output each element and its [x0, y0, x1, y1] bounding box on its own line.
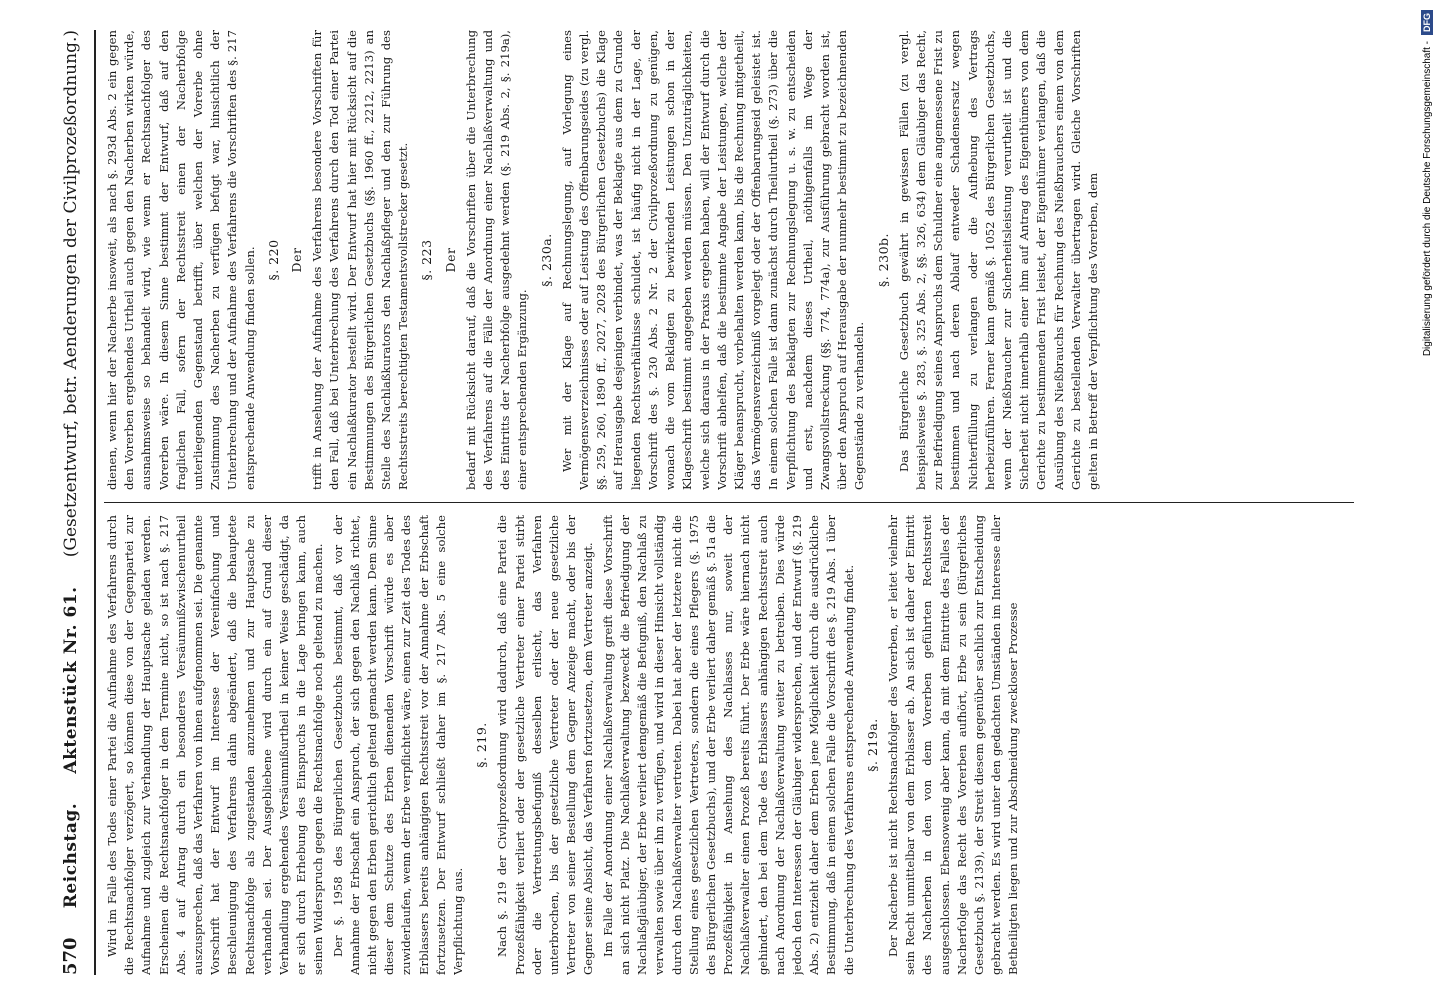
paragraph: Das Bürgerliche Gesetzbuch gewährt in gewissen Fällen (zu vergl. beispielsweise §. 283, §. 325 Abs. 2, §§. 326, 634) dem Gläubiger das Recht, zur Befriedigung seines Anspruchs dem Schuldner eine angemessene Frist zu bestimmen und nach deren Ablauf entweder Schadensersatz wegen Nichterfüllung zu verlangen oder die Aufhebung des Vertrags herbeizuführen. Ferner kann gemäß §. 1052 des Bürgerlichen Gesetzbuchs, wenn der Nießbraucher zur Sicherheitsleistung verurtheilt ist und die Sicherheit nicht innerhalb einer ihm auf Antrag des Eigenthümers von dem Gerichte zu bestimmenden Frist leistet, der Eigenthümer verlangen, daß die Ausübung des Nießbrauchs für Rechnung des Nießbrauchers einem von dem Gerichte zu bestellenden Verwalter übertragen wird. Gleiche Vorschriften gelten in Betreff der Verpflichtung des Vorerben, dem: [896, 30, 1100, 490]
header-left: Reichstag.: [61, 802, 81, 909]
section-heading: §. 223: [419, 239, 435, 281]
paragraph: Wird im Falle des Todes einer Partei die Aufnahme des Verfahrens durch die Rechtsnachfolger verzögert, so können diese von der Gegenpartei zur Aufnahme und zugleich zur Verhandlung der Hauptsache geladen werden. Erscheinen die Rechtsnachfolger in dem Termine nicht, so ist nach §. 217 Abs. 4 auf Antrag durch ein besonderes Versäumnißzwischenurtheil auszusprechen, daß das Verfahren von ihnen aufgenommen sei. Die genannte Vorschrift hat der Entwurf im Interesse der Vereinfachung und Beschleunigung des Verfahrens dahin abgeändert, daß die behauptete Rechtsnachfolge als zugestanden anzunehmen und zur Hauptsache zu verhandeln sei. Der Ausgebliebene wird durch ein auf Grund dieser Verhandlung ergehendes Versäumnißurtheil in keiner Weise geschädigt, da er sich durch Erhebung des Einspruchs in die Lage bringen kann, auch seinen Widerspruch gegen die Rechtsnachfolge noch geltend zu machen.: [105, 515, 326, 975]
header-center: Aktenstück Nr. 61.: [61, 586, 81, 774]
paragraph: Der §. 1958 des Bürgerlichen Gesetzbuchs bestimmt, daß vor der Annahme der Erbschaft ein Anspruch, der sich gegen den Nachlaß richtet, nicht gegen den Erben gerichtlich geltend gemacht werden kann. Dem Sinne dieser dem Schutze des Erben dienenden Vorschrift würde es aber zuwiderlaufen, wenn der Erbe verpflichtet wäre, einen zur Zeit des Todes des Erblassers bereits anhängigen Rechtsstreit vor der Annahme der Erbschaft fortzusetzen. Der Entwurf schließt daher im §. 217 Abs. 5 eine solche Verpflichtung aus.: [330, 515, 466, 975]
text-columns: [104, 30, 1354, 975]
scanned-page: [60, 30, 1360, 975]
left-column: [104, 515, 1354, 975]
credit-text: Digitalisierung gefördert durch die Deutsche Forschungsgemeinschaft -: [1421, 41, 1433, 357]
column-divider: [104, 502, 1354, 503]
section-lead: Der: [289, 247, 305, 273]
paragraph: dienen, wenn hier der Nacherbe insoweit, als nach §. 293d Abs. 2 ein gegen den Vorerben ergehendes Urtheil auch gegen den Nacherben wirken würde, ausnahmsweise so behandelt wird, wie wenn er Rechtsnachfolger des Vorerben wäre. In diesem Sinne bestimmt der Entwurf, daß auf den fraglichen Fall, sofern der Rechtsstreit einen der Nacherbfolge unterliegenden Gegenstand betrifft, über welchen der Vorerbe ohne Zustimmung des Nacherben zu verfügen befugt war, hinsichtlich der Unterbrechung und der Aufnahme des Verfahrens die Vorschriften des §. 217 entsprechende Anwendung finden sollen.: [105, 30, 257, 490]
page-number: 570: [60, 937, 81, 975]
section-heading: §. 219a.: [864, 718, 880, 772]
right-column: [104, 30, 1354, 490]
page-content: [60, 30, 1360, 975]
header-title: (Gesetzentwurf, betr. Aenderungen der Civilprozeßordnung.): [61, 30, 81, 558]
section-heading: §. 230b.: [875, 232, 891, 288]
paragraph: Im Falle der Anordnung einer Nachlaßverwaltung greift diese Vorschrift an sich nicht Platz. Die Nachlaßverwaltung bezweckt die Befriedigung der Nachlaßgläubiger, der Erbe verliert demgemäß die Befugniß, den Nachlaß zu verwalten sowie über ihn zu verfügen, und wird in dieser Hinsicht vollständig durch den Nachlaßverwalter vertreten. Dabei hat aber der letztere nicht die Stellung eines gesetzlichen Vertreters, sondern die eines Pflegers (§. 1975 des Bürgerlichen Gesetzbuchs), und der Erbe verliert daher gemäß §. 51a die Prozeßfähigkeit in Ansehung des Nachlasses nur, soweit der Nachlaßverwalter einen Prozeß bereits führt. Der Erbe wäre hiernach nicht gehindert, den bei dem Tode des Erblassers anhängigen Rechtsstreit auch nach Anordnung der Nachlaßverwaltung weiter zu betreiben. Dies würde jedoch den Interessen der Gläubiger widersprechen, und der Entwurf (§. 219 Abs. 2) entzieht daher dem Erben jene Möglichkeit durch die ausdrückliche Bestimmung, daß in einem solchen Falle die Vorschrift des §. 219 Abs. 1 über die Unterbrechung des Verfahrens entsprechende Anwendung findet.: [600, 515, 856, 975]
section-heading: §. 219.: [474, 722, 490, 768]
dfg-logo: DFG: [1421, 10, 1433, 35]
running-header: [60, 30, 96, 975]
paragraph: trifft in Ansehung der Aufnahme des Verfahrens besondere Vorschriften für den Fall, daß bei Unterbrechung des Verfahrens durch den Tod einer Partei ein Nachlaßkurator bestellt wird. Der Entwurf hat hier mit Rücksicht auf die Bestimmungen des Bürgerlichen Gesetzbuchs (§§. 1960 ff., 2212, 2213) an Stelle des Nachlaßkurators den Nachlaßpfleger und den zur Führung des Rechtsstreits berechtigten Testamentsvollstrecker gesetzt.: [310, 30, 411, 490]
section-heading: §. 230a.: [538, 233, 554, 287]
digitization-credit: [1420, 10, 1434, 990]
paragraph: bedarf mit Rücksicht darauf, daß die Vorschriften über die Unterbrechung des Verfahrens auf die Fälle der Anordnung einer Nachlaßverwaltung und des Eintritts der Nacherbfolge ausgedehnt werden (§. 219 Abs. 2, §. 219a), einer entsprechenden Ergänzung.: [463, 30, 530, 490]
section-heading: §. 220: [265, 239, 281, 281]
paragraph: Der Nacherbe ist nicht Rechtsnachfolger des Vorerben, er leitet vielmehr sein Recht unmittelbar von dem Erblasser ab. An sich ist daher der Eintritt des Nacherben in den von dem Vorerben geführten Rechtsstreit ausgeschlossen. Ebensowenig aber kann, da mit dem Eintritte des Falles der Nacherfolge das Recht des Vorerben aufhört, Erbe zu sein (Bürgerliches Gesetzbuch §. 2139), der Streit diesem gegenüber sachlich zur Entscheidung gebracht werden. Es wird unter den gedachten Umständen im Interesse aller Betheiligten liegen und zur Abschneidung zweckloser Prozesse: [885, 515, 1021, 975]
paragraph: Nach §. 219 der Civilprozeßordnung wird dadurch, daß eine Partei die Prozeßfähigkeit verliert oder der gesetzliche Vertreter einer Partei stirbt oder die Vertretungsbefugniß desselben erlischt, das Verfahren unterbrochen, bis der gesetzliche Vertreter oder der neue gesetzliche Vertreter von seiner Bestellung dem Gegner Anzeige macht, oder bis der Gegner seine Absicht, das Verfahren fortzusetzen, dem Vertreter anzeigt.: [495, 515, 596, 975]
paragraph: Wer mit der Klage auf Rechnungslegung, auf Vorlegung eines Vermögensverzeichnisses oder auf Leistung des Offenbarungseides (zu vergl. §§. 259, 260, 1890 ff., 2027, 2028 des Bürgerlichen Gesetzbuchs) die Klage auf Herausgabe desjenigen verbindet, was der Beklagte aus dem zu Grunde liegenden Rechtsverhältnisse schuldet, ist häufig nicht in der Lage, der Vorschrift des §. 230 Abs. 2 Nr. 2 der Civilprozeßordnung zu genügen, wonach die vom Beklagten zu bewirkenden Leistungen schon in der Klageschrift bestimmt angegeben werden müssen. Den Unzuträglichkeiten, welche sich daraus in der Praxis ergeben haben, will der Entwurf durch die Vorschrift abhelfen, daß die bestimmte Angabe der Leistungen, welche der Kläger beansprucht, vorbehalten werden kann, bis die Rechnung mitgetheilt, das Vermögensverzeichniß vorgelegt oder der Offenbarungseid geleistet ist. In einem solchen Falle ist dann zunächst durch Theilurtheil (§. 273) über die Verpflichtung des Beklagten zur Rechnungslegung u. s. w. zu entscheiden und erst, nachdem dieses Urtheil, nöthigenfalls im Wege der Zwangsvollstreckung (§§. 774, 774a), zur Ausführung gebracht worden ist, über den Anspruch auf Herausgabe der nunmehr bestimmt zu bezeichnenden Gegenstände zu verhandeln.: [559, 30, 867, 490]
section-lead: Der: [442, 247, 458, 273]
